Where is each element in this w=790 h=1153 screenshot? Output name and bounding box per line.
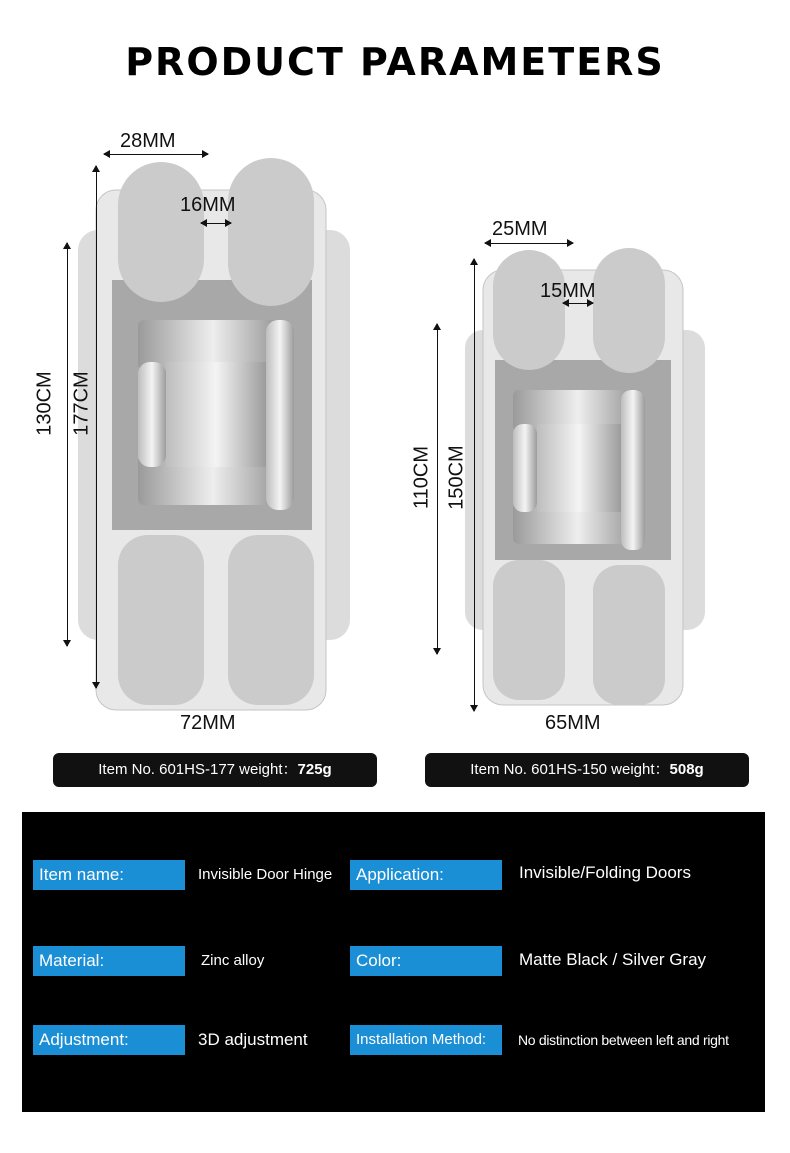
item-name-value: Invisible Door Hinge bbox=[198, 866, 333, 883]
item-label-large: Item No. 601HS-177 weight： bbox=[98, 761, 298, 778]
dim-large-height-inner-line bbox=[67, 243, 68, 646]
color-value: Matte Black / Silver Gray bbox=[519, 950, 707, 969]
dim-large-bottom-width: 72MM bbox=[180, 712, 236, 734]
adjustment-label: Adjustment: bbox=[33, 1025, 185, 1055]
item-badge-large bbox=[53, 753, 377, 787]
dim-large-width-inner-line bbox=[201, 223, 231, 224]
adjustment-value: 3D adjustment bbox=[198, 1030, 308, 1049]
item-badge-small bbox=[425, 753, 749, 787]
application-label: Application: bbox=[350, 860, 502, 890]
page-title: PRODUCT PARAMETERS bbox=[125, 40, 665, 84]
dim-small-height-outer: 150CM bbox=[445, 445, 468, 510]
dim-small-height-outer-line bbox=[474, 259, 475, 711]
dim-large-height-inner: 130CM bbox=[33, 371, 56, 436]
dim-large-width-outer: 28MM bbox=[120, 130, 176, 152]
hinge-small-illustration bbox=[455, 240, 705, 710]
dim-large-height-outer-line bbox=[96, 166, 97, 688]
dim-small-width-inner-line bbox=[563, 303, 593, 304]
hinge-large-illustration bbox=[60, 150, 350, 720]
dim-small-height-inner-line bbox=[437, 324, 438, 654]
installation-value: No distinction between left and right bbox=[518, 1032, 729, 1048]
dim-large-height-outer: 177CM bbox=[70, 371, 93, 436]
item-name-label: Item name: bbox=[33, 860, 185, 890]
application-value: Invisible/Folding Doors bbox=[519, 863, 691, 882]
installation-label: Installation Method: bbox=[350, 1025, 502, 1055]
item-weight-small: 508g bbox=[669, 761, 704, 778]
material-label: Material: bbox=[33, 946, 185, 976]
dim-small-width-outer: 25MM bbox=[492, 218, 548, 240]
color-label: Color: bbox=[350, 946, 502, 976]
dim-small-width-inner: 15MM bbox=[540, 280, 596, 302]
item-label-small: Item No. 601HS-150 weight： bbox=[470, 761, 670, 778]
dim-large-width-inner: 16MM bbox=[180, 194, 236, 216]
material-value: Zinc alloy bbox=[201, 952, 265, 969]
item-weight-large: 725g bbox=[297, 761, 332, 778]
dim-small-width-outer-line bbox=[485, 243, 573, 244]
dim-small-bottom-width: 65MM bbox=[545, 712, 601, 734]
dim-large-width-outer-line bbox=[104, 154, 208, 155]
dim-small-height-inner: 110CM bbox=[410, 446, 433, 509]
